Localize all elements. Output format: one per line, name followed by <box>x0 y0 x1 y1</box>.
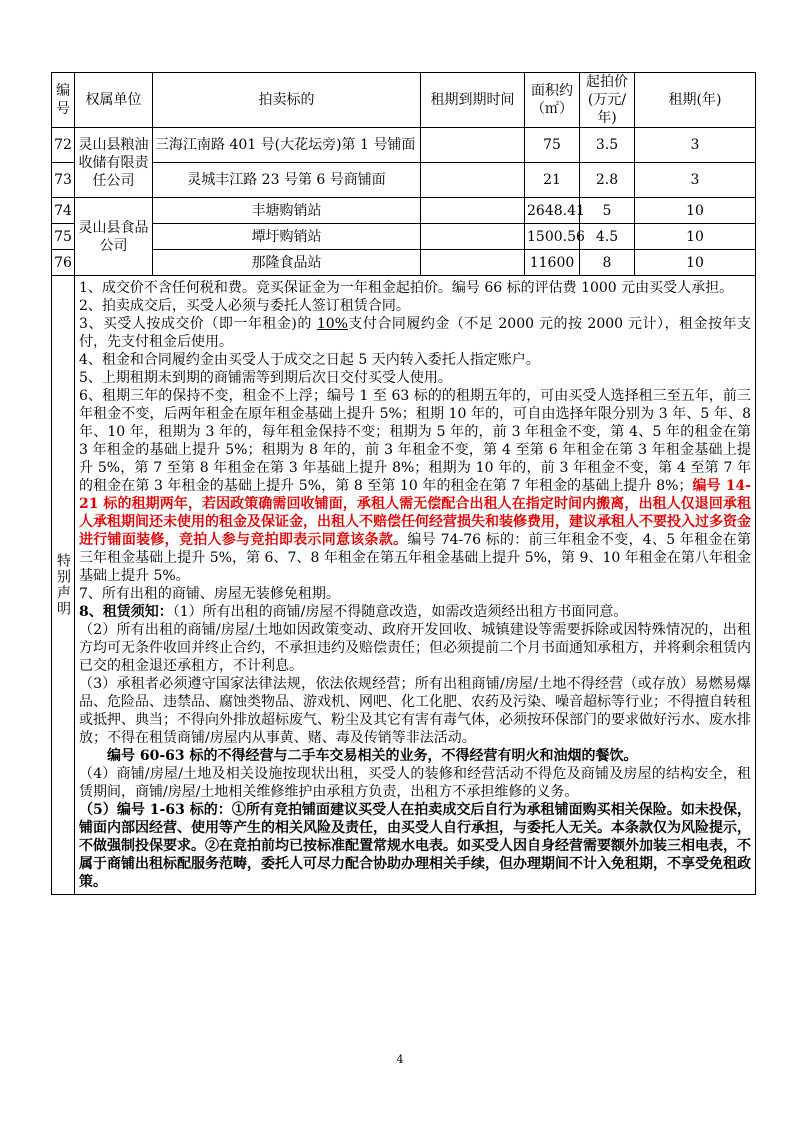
row-price: 2.8 <box>580 163 635 198</box>
table-row <box>52 198 756 224</box>
owner-cell: 灵山县食品公司 <box>75 198 153 276</box>
notes-cell <box>75 276 756 895</box>
table-row <box>52 163 756 198</box>
note-8-4: （4）商铺/房屋/土地及相关设施按现状出租，买受人的装修和经营活动不得危及商铺及房屋的结构安全，租赁期间，商铺/房屋/土地相关维修维护由承租方负责，出租方不承担维修的义务。 <box>79 766 751 800</box>
page-number: 4 <box>396 1053 404 1066</box>
note-2: 2、拍卖成交后，买受人必须与委托人签订租赁合同。 <box>79 298 410 314</box>
row-no: 75 <box>52 224 75 250</box>
note-3-underline: 10% <box>316 316 348 332</box>
row-area: 21 <box>525 163 580 198</box>
row-no: 74 <box>52 198 75 224</box>
row-item: 灵城丰江路 23 号第 6 号商铺面 <box>153 163 421 198</box>
note-8-3: （3）承租者必须遵守国家法律法规，依法依规经营；所有出租商铺/房屋/土地不得经营（或存放）易燃易爆品、危险品、违禁品、腐蚀类物品、游戏机、网吧、化工化肥、农药及污染、噪音超标等行业；不得擅自转租或抵押、典当；不得向外排放超标废气、粉尘及其它有害有毒气体，必须按环保部门的要求做好污水、废水排放；不得在租赁商铺/房屋内从事黄、赌、毒及传销等非法活动。 <box>79 676 751 746</box>
note-4: 4、租金和合同履约金由买受人于成交之日起 5 天内转入委托人指定账户。 <box>79 352 540 368</box>
row-area: 11600 <box>525 250 580 276</box>
row-term: 10 <box>635 224 756 250</box>
notes-label: 特别声明 <box>55 553 71 617</box>
header-area: 面积约（㎡） <box>525 73 580 128</box>
row-expire <box>421 224 525 250</box>
row-item: 丰塘购销站 <box>153 198 421 224</box>
table-row <box>52 224 756 250</box>
note-8-5: （5）编号 1-63 标的：①所有竞拍铺面建议买受人在拍卖成交后自行为承租铺面购买相关保险。如未投保，铺面内部因经营、使用等产生的相关风险及责任，由买受人自行承担，与委托人无关。本条款仅为风险提示，不做强制投保要求。②在竞拍前均已按标准配置常规水电表。如买受人因自身经营需要额外加装三相电表，不属于商铺出租标配服务范畴，委托人可尽力配合协助办理相关手续，但办理期间不计入免租期，不享受免租政策。 <box>79 802 751 890</box>
note-8: 8、租赁须知：（1）所有出租的商铺/房屋不得随意改造，如需改造须经出租方书面同意。 <box>79 604 628 620</box>
note-1: 1、成交价不含任何税和费。竞买保证金为一年租金起拍价。编号 66 标的评估费 1000 元由买受人承担。 <box>79 280 734 296</box>
note-5: 5、上期租期未到期的商铺需等到期后次日交付买受人使用。 <box>79 370 452 386</box>
row-term: 10 <box>635 198 756 224</box>
table-header-row <box>52 73 756 128</box>
note-8-2: （2）所有出租的商铺/房屋/土地如因政策变动、政府开发回收、城镇建设等需要拆除或因特殊情况的，出租方均可无条件收回并终止合约，不承担违约及赔偿责任；但必须提前二个月书面通知承租方，并将剩余租赁内已交的租金退还承租方，不计利息。 <box>79 622 751 674</box>
note-3: 3、买受人按成交价（即一年租金)的 10%支付合同履约金（不足 2000 元的按 2000 元计），租金按年支付，先支付租金后使用。 <box>79 316 751 350</box>
row-expire <box>421 198 525 224</box>
row-term: 3 <box>635 128 756 163</box>
auction-table <box>51 72 756 895</box>
note-6-red-warning: 编号 14-21 标的租期两年，若因政策确需回收铺面，承租人需无偿配合出租人在指定时间内搬离，出租人仅退回承租人承租期间还未使用的租金及保证金，出租人不赔偿任何经营损失和装修费用，建议承租人不要投入过多资金进行铺面装修，竞拍人参与竞拍即表示同意该条款。 <box>79 478 751 548</box>
header-item: 拍卖标的 <box>153 73 421 128</box>
note-7: 7、所有出租的商铺、房屋无装修免租期。 <box>79 586 340 602</box>
row-item: 三海江南路 401 号(大花坛旁)第 1 号铺面 <box>153 128 421 163</box>
row-expire <box>421 128 525 163</box>
row-area: 1500.56 <box>525 224 580 250</box>
row-item: 墰圩购销站 <box>153 224 421 250</box>
header-term: 租期(年) <box>635 73 756 128</box>
header-owner: 权属单位 <box>75 73 153 128</box>
row-price: 5 <box>580 198 635 224</box>
row-term: 3 <box>635 163 756 198</box>
row-price: 8 <box>580 250 635 276</box>
row-no: 73 <box>52 163 75 198</box>
note-8-3-extra: 编号 60-63 标的不得经营与二手车交易相关的业务，不得经营有明火和油烟的餐饮。 <box>107 748 638 764</box>
row-area: 2648.41 <box>525 198 580 224</box>
row-item: 那隆食品站 <box>153 250 421 276</box>
table-row <box>52 250 756 276</box>
owner-cell: 灵山县粮油收储有限责任公司 <box>75 128 153 198</box>
notes-label-cell <box>52 276 75 895</box>
row-area: 75 <box>525 128 580 163</box>
note-6: 6、租期三年的保持不变，租金不上浮；编号 1 至 63 标的的租期五年的，可由买受人选择租三至五年，前三年租金不变，后两年租金在原年租金基础上提升 5%；租期 10 年的，可自由选择年限分别为 3 年、5 年、8 年、10 年，租期为 3 年的，每年租金保持不变；租期为 5 年的，前 3 年租金不变，第 4、5 年的租金在第 3 年租金的基础上提升 5%；租期为 8 年的，前 3 年租金不变，第 4 至第 6 年租金在第 3 年租金基础上提升 5%，第 7 至第 8 年租金在第 3 年基础上提升 8%；租期为 10 年的，前 3 年租金不变，第 4 至第 7 年的租金在第 3 年租金的基础上提升 5%，第 8 至第 10 年的租金在第 7 年租金的基础上提升 8%；编号 14-21 标的租期两年，若因政策确需回收铺面，承租人需无偿配合出租人在指定时间内搬离，出租人仅退回承租人承租期间还未使用的租金及保证金，出租人不赔偿任何经营损失和装修费用，建议承租人不要投入过多资金进行铺面装修，竞拍人参与竞拍即表示同意该条款。编号 74-76 标的：前三年租金不变，4、5 年租金在第三年租金基础上提升 5%，第 6、7、8 年租金在第五年租金基础上提升 5%，第 9、10 年租金在第八年租金基础上提升 5%。 <box>79 388 751 584</box>
row-no: 72 <box>52 128 75 163</box>
row-no: 76 <box>52 250 75 276</box>
header-no: 编号 <box>52 73 75 128</box>
header-price: 起拍价(万元/年) <box>580 73 635 128</box>
header-expire: 租期到期时间 <box>421 73 525 128</box>
row-price: 4.5 <box>580 224 635 250</box>
note-8-title: 8、租赁须知： <box>79 604 173 620</box>
row-term: 10 <box>635 250 756 276</box>
row-price: 3.5 <box>580 128 635 163</box>
table-row <box>52 128 756 163</box>
row-expire <box>421 163 525 198</box>
notes-row <box>52 276 756 895</box>
row-expire <box>421 250 525 276</box>
